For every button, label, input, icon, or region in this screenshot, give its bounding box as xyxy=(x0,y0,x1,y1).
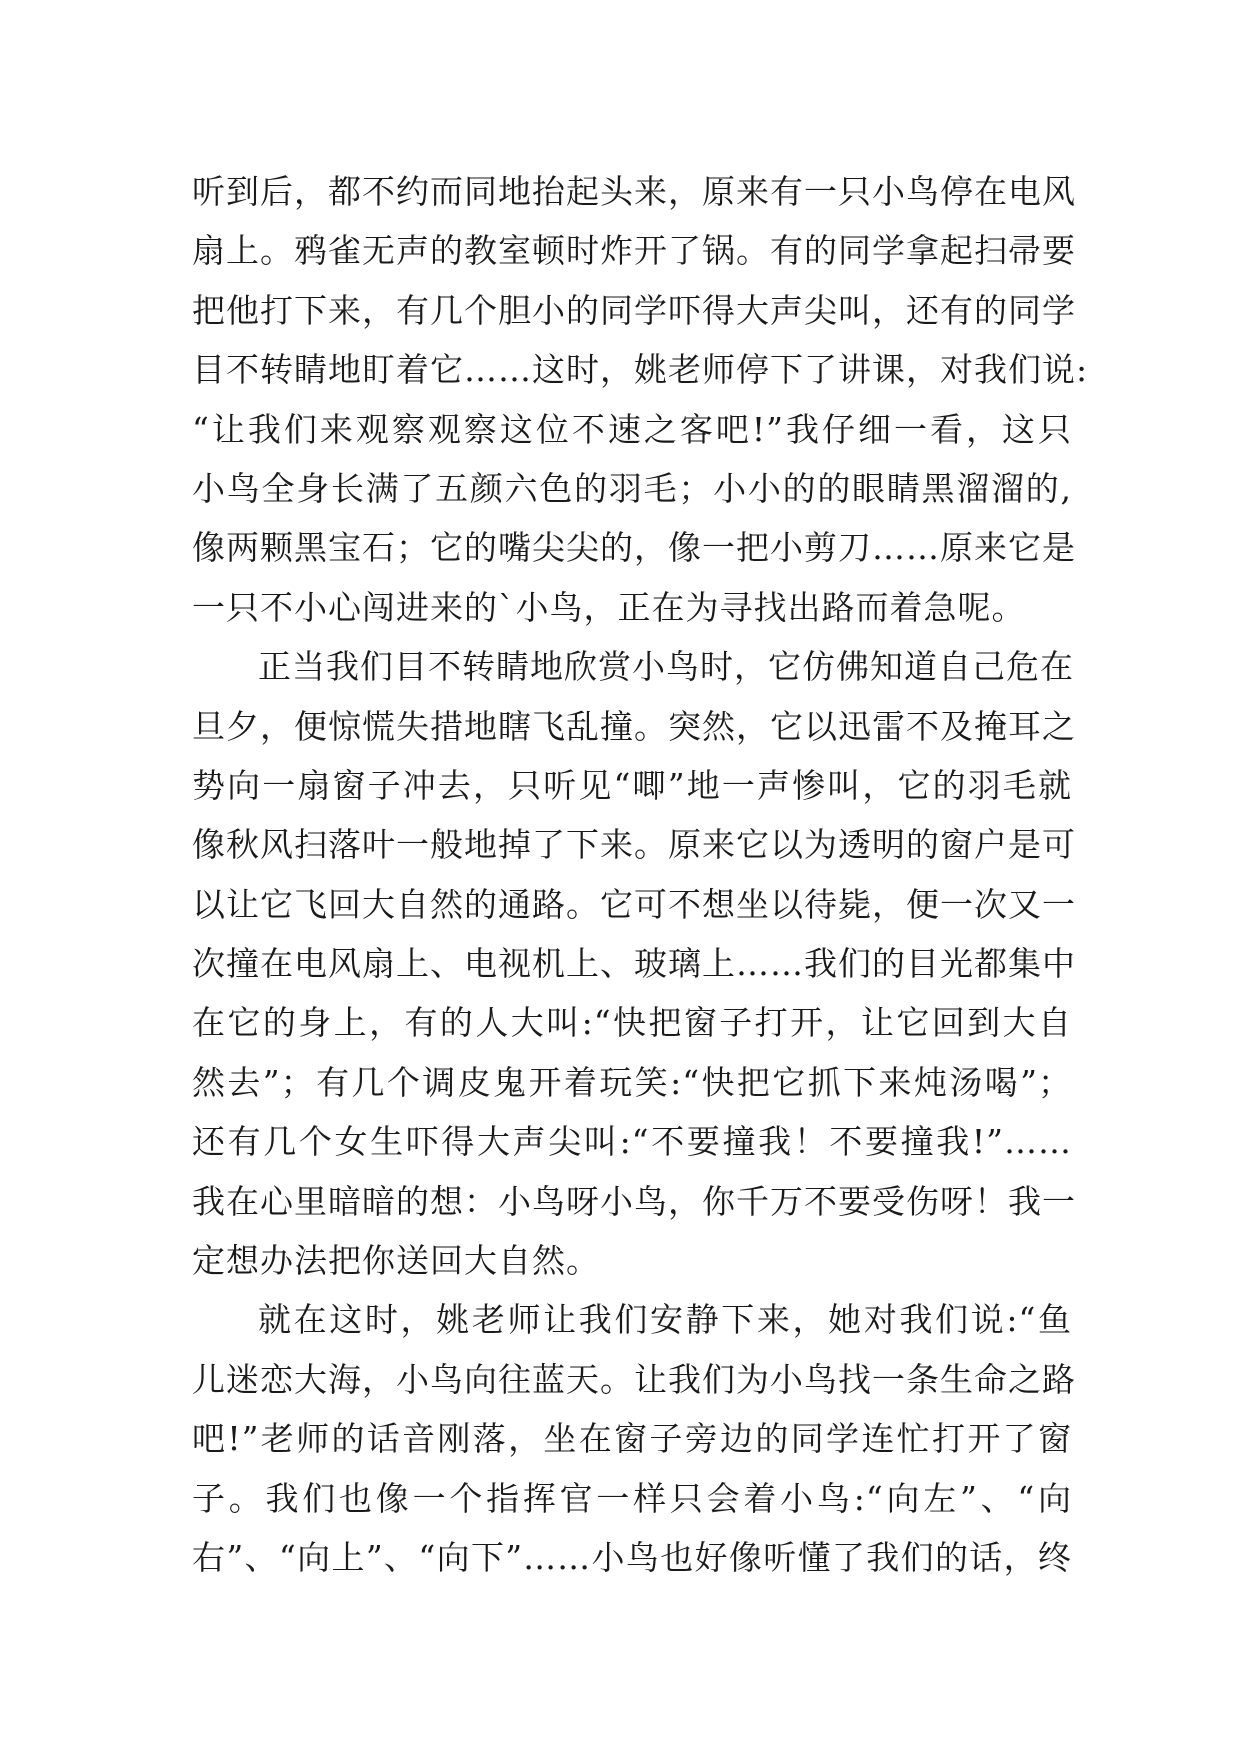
text-line: 势向一扇窗子冲去，只听见“唧”地一声惨叫，它的羽毛就 xyxy=(192,765,1072,805)
text-line: 吧!”老师的话音刚落，坐在窗子旁边的同学连忙打开了窗 xyxy=(192,1419,1072,1459)
text-line: 就在这时，姚老师让我们安静下来，她对我们说:“鱼 xyxy=(258,1300,1072,1340)
text-line: 子。我们也像一个指挥官一样只会着小鸟:“向左”、“向 xyxy=(192,1478,1072,1518)
text-line: “让我们来观察观察这位不速之客吧!”我仔细一看，这只 xyxy=(192,409,1072,449)
paragraph-2 xyxy=(192,637,1076,1290)
text-line: 像秋风扫落叶一般地掉了下来。原来它以为透明的窗户是可 xyxy=(192,825,1076,865)
document-body xyxy=(192,162,1089,1587)
text-line: 把他打下来，有几个胆小的同学吓得大声尖叫，还有的同学 xyxy=(192,290,1076,330)
text-line: 儿迷恋大海，小鸟向往蓝天。让我们为小鸟找一条生命之路 xyxy=(192,1359,1076,1399)
text-line: 小鸟全身长满了五颜六色的羽毛；小小的的眼睛黑溜溜的, xyxy=(192,468,1072,508)
text-line: 扇上。鸦雀无声的教室顿时炸开了锅。有的同学拿起扫帚要 xyxy=(192,231,1076,271)
text-line: 听到后，都不约而同地抬起头来，原来有一只小鸟停在电风 xyxy=(192,172,1076,211)
text-line: 旦夕，便惊慌失措地瞎飞乱撞。突然，它以迅雷不及掩耳之 xyxy=(192,706,1076,746)
text-line: 像两颗黑宝石；它的嘴尖尖的，像一把小剪刀……原来它是 xyxy=(192,528,1076,568)
text-line: 目不转睛地盯着它……这时，姚老师停下了讲课，对我们说: xyxy=(192,350,1089,390)
text-line: 然去”；有几个调皮鬼开着玩笑:“快把它抓下来炖汤喝”； xyxy=(192,1062,1072,1102)
text-line: 一只不小心闯进来的`小鸟，正在为寻找出路而着急呢。 xyxy=(192,587,1026,627)
text-line: 我在心里暗暗的想：小鸟呀小鸟，你千万不要受伤呀！我一 xyxy=(192,1181,1076,1221)
text-line: 正当我们目不转睛地欣赏小鸟时，它仿佛知道自己危在 xyxy=(258,647,1074,687)
text-line: 次撞在电风扇上、电视机上、玻璃上……我们的目光都集中 xyxy=(192,944,1076,984)
text-line: 在它的身上，有的人大叫:“快把窗子打开，让它回到大自 xyxy=(192,1003,1072,1043)
paragraph-1 xyxy=(192,162,1089,637)
text-line: 还有几个女生吓得大声尖叫:“不要撞我！不要撞我!”…… xyxy=(192,1122,1072,1162)
text-line: 右”、“向上”、“向下”……小鸟也好像听懂了我们的话，终 xyxy=(192,1537,1072,1577)
text-line: 以让它飞回大自然的通路。它可不想坐以待毙，便一次又一 xyxy=(192,884,1076,924)
paragraph-3 xyxy=(192,1290,1076,1587)
text-line: 定想办法把你送回大自然。 xyxy=(192,1241,600,1281)
